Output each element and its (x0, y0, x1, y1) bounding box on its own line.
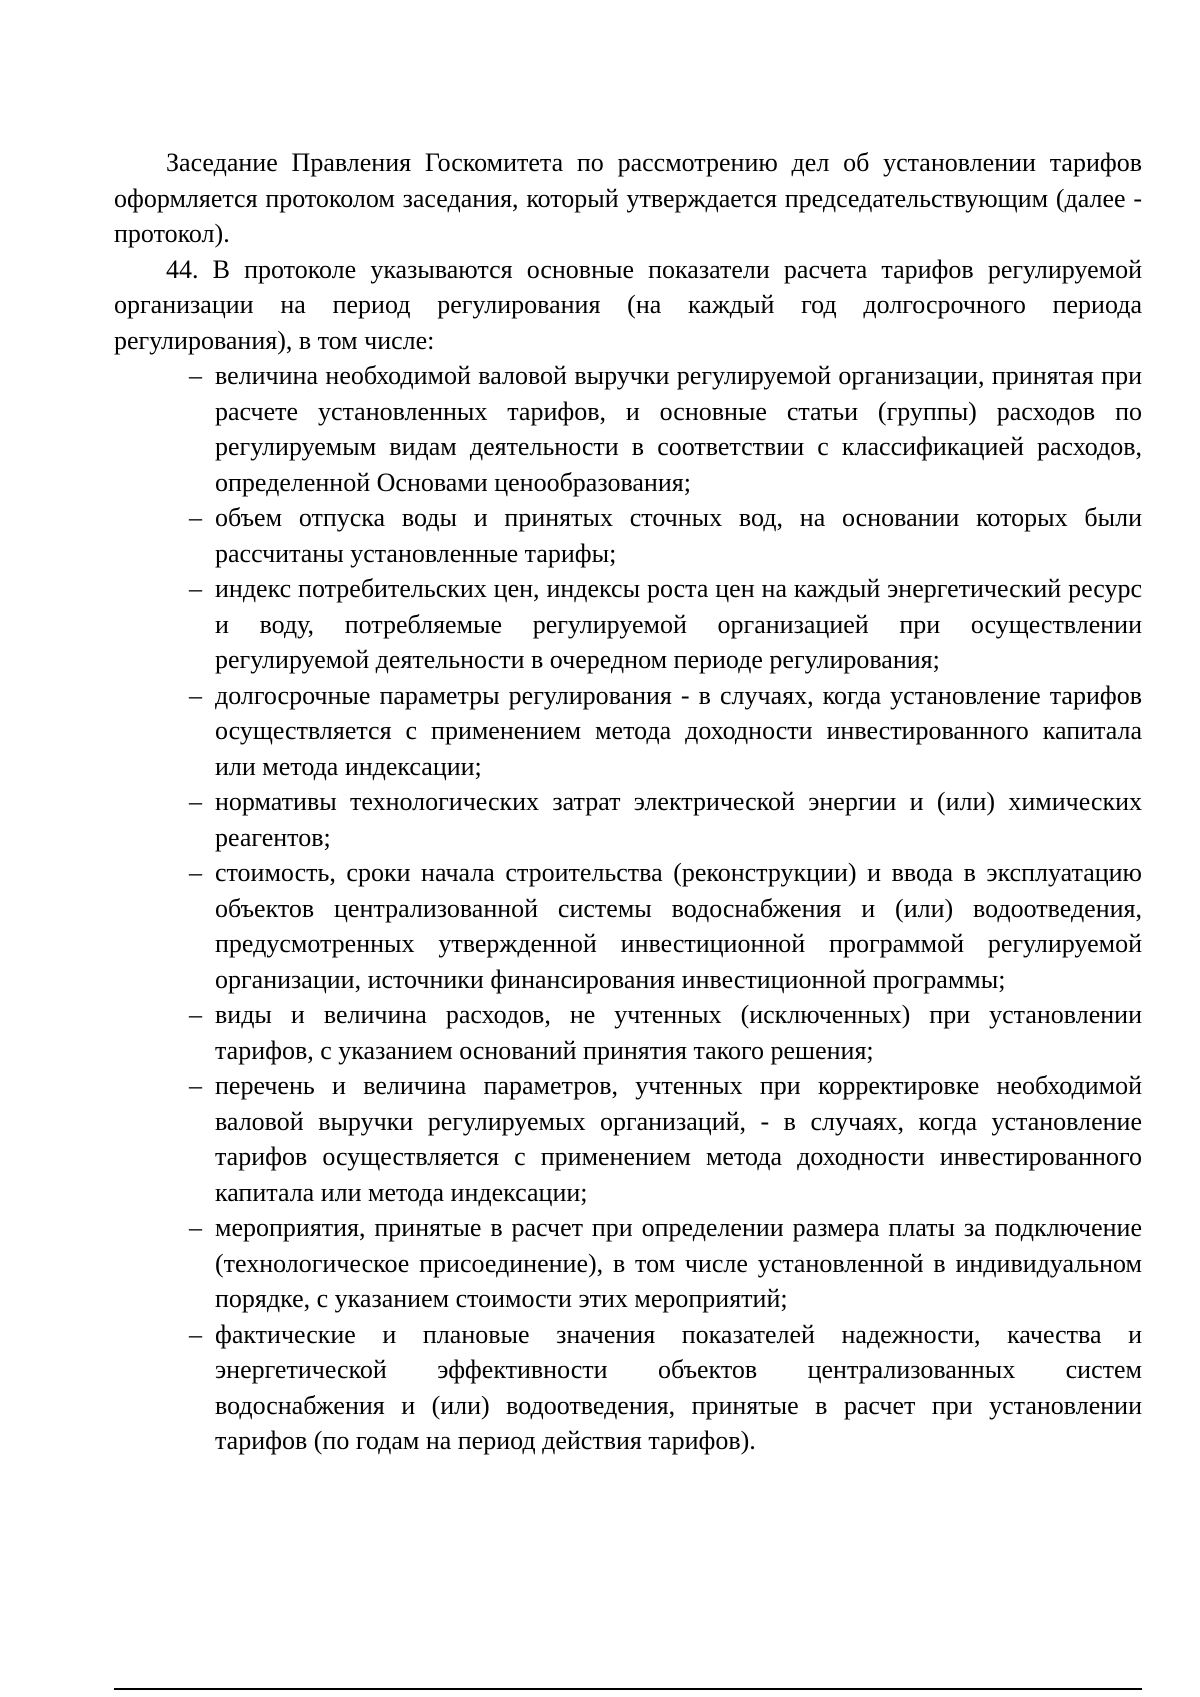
list-item-text: мероприятия, принятые в расчет при определении размера платы за подключение (технологическое присоединение), в том числе установленной в индивидуальном порядке, с указанием стоимости этих мероприятий; (215, 1213, 1142, 1313)
list-dash: – (189, 503, 202, 532)
list-item (114, 1210, 1142, 1317)
list-item (114, 1317, 1142, 1459)
list-item-text: стоимость, сроки начала строительства (реконструкции) и ввода в эксплуатацию объектов централизованной системы водоснабжения и (или) водоотведения, предусмотренных утвержденной инвестиционной программой регулируемой организации, источники финансирования инвестиционной программы; (215, 858, 1142, 994)
document-body (114, 145, 1142, 1459)
list-item (114, 997, 1142, 1068)
list-dash: – (189, 680, 202, 710)
list-dash: – (189, 574, 202, 603)
paragraph-meeting-protocol: Заседание Правления Госкомитета по рассмотрению дел об установлении тарифов оформляется протоколом заседания, который утверждается председательствующим (далее - протокол). (114, 148, 1142, 248)
list-dash: – (189, 1319, 202, 1349)
list-item-text: перечень и величина параметров, учтенных при корректировке необходимой валовой выручки регулируемых организаций, - в случаях, когда установление тарифов осуществляется с применением метода доходности инвестированного капитала или метода индексации; (215, 1071, 1142, 1207)
list-item (114, 678, 1142, 785)
list-dash: – (189, 787, 202, 816)
list-dash: – (189, 1071, 202, 1100)
list-item-text: индекс потребительских цен, индексы роста цен на каждый энергетический ресурс и воду, потребляемые регулируемой организацией при осуществлении регулируемой деятельности в очередном периоде регулирования; (215, 574, 1142, 674)
list-dash: – (189, 858, 202, 887)
list-item-text: фактические и плановые значения показателей надежности, качества и энергетической эффективности объектов централизованных систем водоснабжения и (или) водоотведения, принятые в расчет при установлении тарифов (по годам на период действия тарифов). (215, 1319, 1142, 1455)
list-item-text: виды и величина расходов, не учтенных (исключенных) при установлении тарифов, с указанием оснований принятия такого решения; (215, 1000, 1142, 1065)
list-item (114, 500, 1142, 571)
list-item-text: величина необходимой валовой выручки регулируемой организации, принятая при расчете установленных тарифов, и основные статьи (группы) расходов по регулируемым видам деятельности в соответствии с классификацией расходов, определенной Основами ценообразования; (215, 361, 1142, 497)
list-dash: – (189, 1213, 202, 1242)
list-item-text: нормативы технологических затрат электрической энергии и (или) химических реагентов; (215, 787, 1142, 852)
list-item (114, 855, 1142, 997)
list-item-text: объем отпуска воды и принятых сточных вод, на основании которых были рассчитаны установленные тарифы; (215, 503, 1142, 568)
footer-divider-line (114, 1688, 1142, 1690)
list-dash: – (189, 361, 202, 390)
list-item (114, 784, 1142, 855)
protocol-indicators-list (114, 358, 1142, 1459)
list-item (114, 1068, 1142, 1210)
paragraph-44-protocol-contents: 44. В протоколе указываются основные показатели расчета тарифов регулируемой организации на период регулирования (на каждый год долгосрочного периода регулирования), в том числе: (114, 254, 1142, 355)
list-item-text: долгосрочные параметры регулирования - в случаях, когда установление тарифов осуществляется с применением метода доходности инвестированного капитала или метода индексации; (215, 680, 1142, 781)
list-dash: – (189, 1000, 202, 1029)
list-item (114, 358, 1142, 500)
list-item (114, 571, 1142, 678)
